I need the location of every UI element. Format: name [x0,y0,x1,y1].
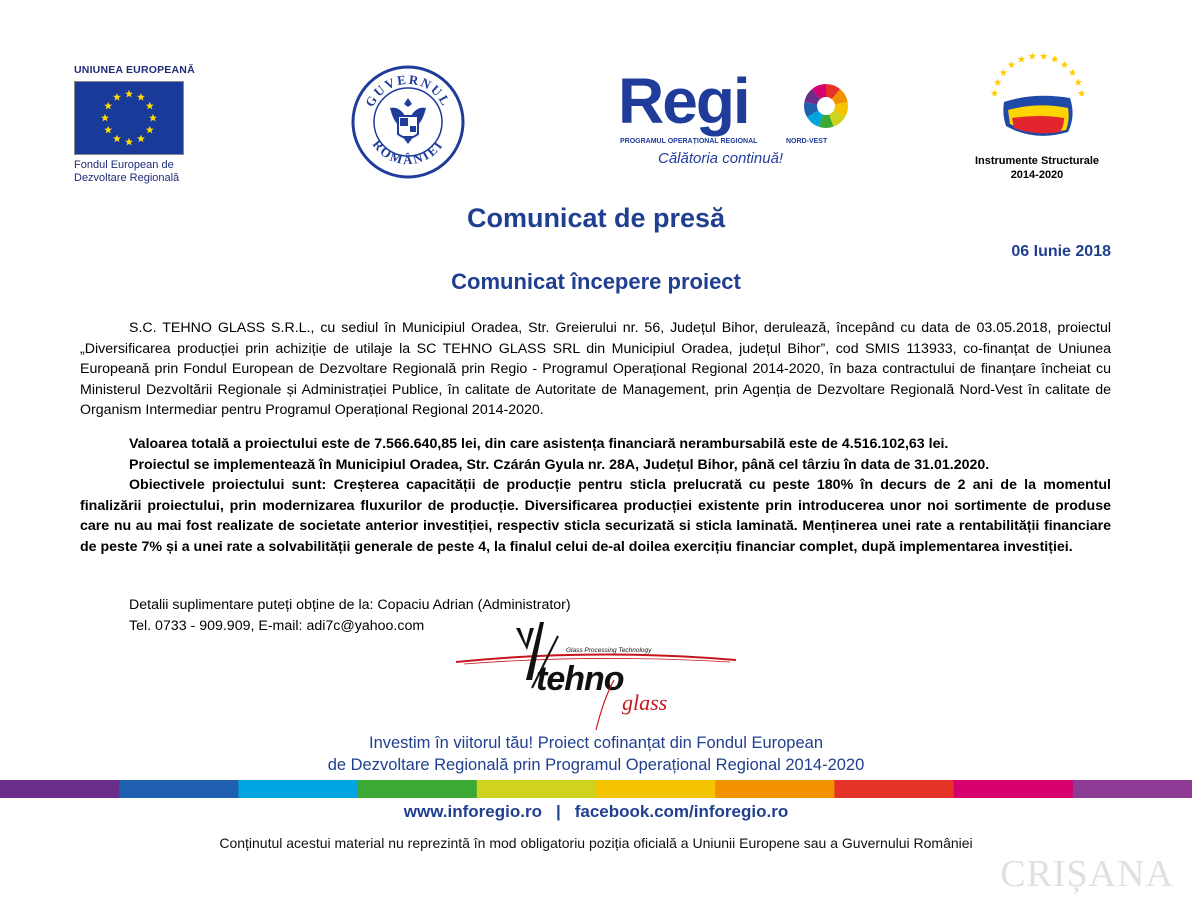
eu-logo-fund-line2: Dezvoltare Regională [74,172,180,184]
structural-star [1029,52,1037,59]
tehno-glass-subname: glass [622,690,668,715]
eu-flag-icon [74,81,184,155]
regio-logo-program: PROGRAMUL OPERAȚIONAL REGIONAL [620,138,758,145]
eu-logo [74,64,195,185]
color-band [0,780,1192,798]
color-band-segment [358,780,478,798]
structural-star [1075,79,1083,86]
eu-star [113,93,121,101]
watermark: CRIȘANA [1000,853,1174,895]
color-band-segment [596,780,716,798]
page-title: Comunicat de presă [466,203,726,233]
structural-star [1040,52,1048,59]
structural-instruments-logo [962,50,1112,182]
eu-logo-title: UNIUNEA EUROPEANĂ [74,64,195,76]
structural-instruments-title: Instrumente Structurale [974,155,1100,167]
eu-logo-fund-line1: Fondul European de [74,159,174,171]
eu-star [101,114,109,122]
eu-star [146,102,154,110]
facebook-link[interactable]: facebook.com/inforegio.ro [574,802,789,821]
funding-slogan-line1: Investim în viitorul tău! Proiect cofinanțat din Fondul European [369,734,823,752]
color-band-segment [238,780,358,798]
contact-person: Detalii suplimentare puteți obține de la: Copaciu Adrian (Administrator) [129,597,571,613]
structural-instruments-years: 2014-2020 [1010,169,1064,181]
eu-star [104,126,112,134]
eu-star [146,126,154,134]
tehno-glass-tagline: Glass Processing Technology [566,647,652,654]
eu-star [125,90,133,98]
contact-phone-email: Tel. 0733 - 909.909, E-mail: adi7c@yahoo.com [129,617,425,634]
eu-star [104,102,112,110]
press-date: 06 Iunie 2018 [1011,243,1111,260]
regio-color-wheel-icon [802,82,850,130]
funding-slogan [0,732,1192,776]
color-band-segment [834,780,954,798]
color-band-segment [119,780,239,798]
structural-star [1078,89,1086,96]
link-separator: | [555,802,561,821]
government-top-text: GUVERNUL [361,71,455,110]
government-seal-icon [350,64,466,180]
eu-star [137,93,145,101]
structural-star [994,79,1002,86]
regio-logo-slogan: Călătoria continuă! [658,150,784,167]
project-objectives: Obiectivele proiectului sunt: Creșterea capacității de producție pentru sticla prelucrată cu peste 180% în decurs de 2 ani de la momentul finalizării proiectului, prin modernizarea fluxurilor de producție. Diversificarea producției existente prin introducerea unor noi sortimente de produse care nu au mai fost realizate de societate anterior investiției, respectiv sticla securizată si sticla laminată. Menținerea unei rate a rentabilității financiare de peste 7% și a unei rate a solvabilității generale de peste 4, la finalul celui de-al doilea exercițiu financiar complet, după implementarea investiției. [80,477,1111,555]
funding-slogan-line2: de Dezvoltare Regională prin Programul Operațional Regional 2014-2020 [327,756,865,774]
tehno-glass-name: tehno [536,660,624,698]
structural-star [1051,55,1059,62]
disclaimer: Conținutul acestui material nu reprezintă în mod obligatoriu poziția oficială a Uniunii Europene sau a Guvernului României [219,835,973,851]
inforegio-link[interactable]: www.inforegio.ro [403,802,542,821]
eu-star [137,135,145,143]
footer-links [0,802,1192,822]
color-band-segment [954,780,1074,798]
page-subtitle: Comunicat începere proiect [451,269,741,294]
structural-star [1008,61,1016,68]
government-bottom-text: ROMÂNIEI [369,136,447,168]
project-value: Valoarea totală a proiectului este de 7.566.640,85 lei, din care asistența financiară nerambursabilă este de 4.516.102,63 lei. [129,436,949,452]
color-band-segment [0,780,120,798]
structural-star [991,89,999,96]
structural-star [1061,61,1069,68]
eu-star [149,114,157,122]
project-details [80,434,1111,558]
structural-star [1069,69,1077,76]
structural-star [1018,55,1026,62]
eu-star [125,138,133,146]
tehno-glass-logo-icon [454,618,740,736]
project-location: Proiectul se implementează în Municipiul Oradea, Str. Czárán Gyula nr. 28A, Județul Bihor, până cel târziu în data de 31.01.2020. [129,456,990,473]
regio-logo [618,65,854,170]
eu-logo-fund [74,159,192,185]
government-logo [350,64,466,180]
structural-star [1000,69,1008,76]
eu-stars-icon [75,82,183,154]
eu-star [113,135,121,143]
regio-logo-region: NORD-VEST [786,138,828,145]
color-band-segment [715,780,835,798]
color-band-segment [477,780,597,798]
tehno-glass-logo [454,618,740,736]
intro-paragraph: S.C. TEHNO GLASS S.R.L., cu sediul în Municipiul Oradea, Str. Greierului nr. 56, Județul Bihor, derulează, începând cu data de 03.05.2018, proiectul „Diversificarea producției prin achiziție de utilaje la SC TEHNO GLASS SRL din Municipiul Oradea, județul Bihor”, cod SMIS 113933, co-finanțat de Uniunea Europeană prin Fondul European de Dezvoltare Regională prin Regio - Programul Operațional Regional 2014-2020, în baza contractului de finanțare încheiat cu Ministerul Dezvoltării Regionale și Administrației Publice, în calitate de Autoritate de Management, prin Agenția de Dezvoltare Regională Nord-Vest în calitate de Organism Intermediar pentru Programul Operațional Regional 2014-2020. [80,320,1111,419]
structural-instruments-map-icon [982,50,1094,150]
color-band-segment [1073,780,1192,798]
regio-logo-word: Regi [618,65,749,137]
